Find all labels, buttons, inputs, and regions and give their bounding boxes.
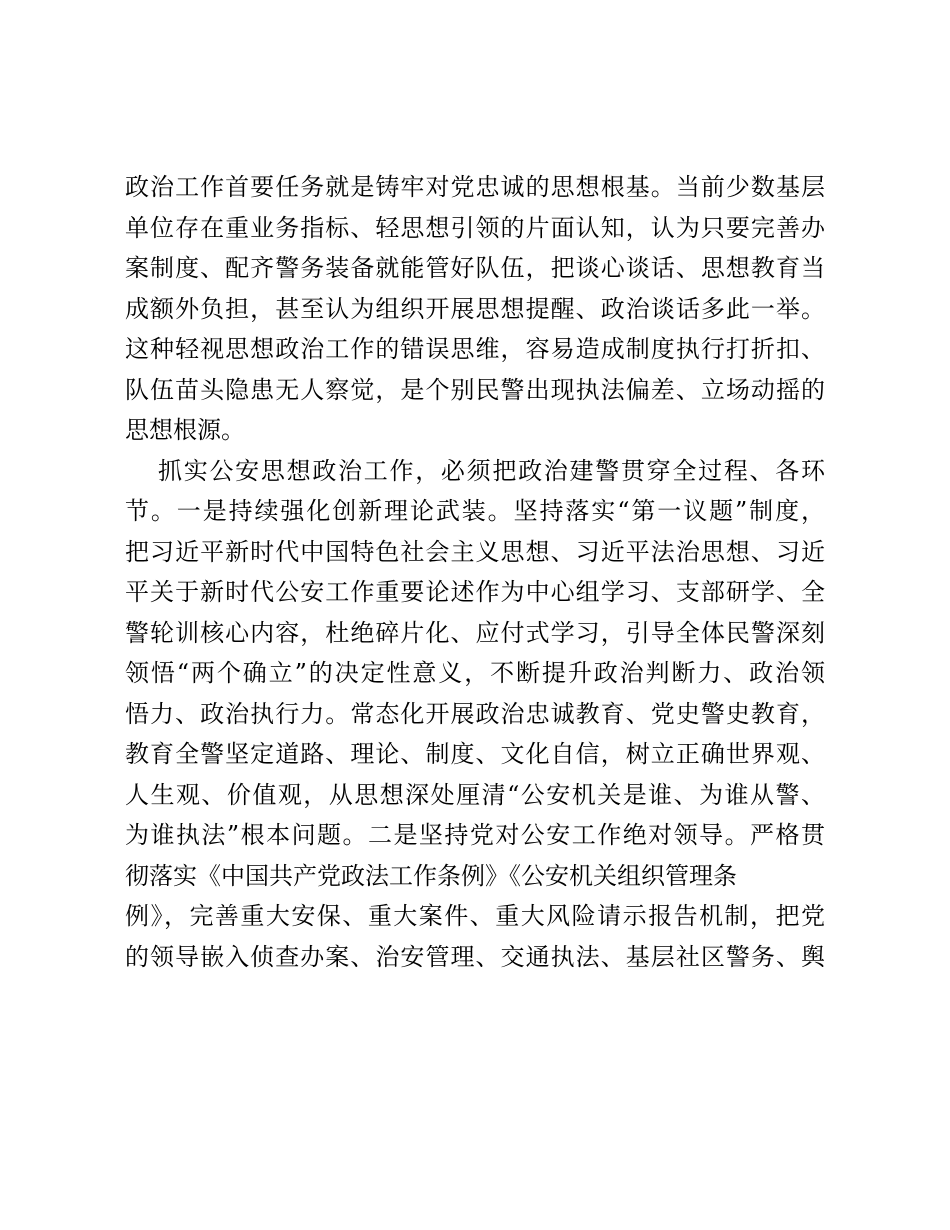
text-line: 思想根源。 xyxy=(125,416,245,444)
text-line: 的领导嵌入侦查办案、治安管理、交通执法、基层社区警务、舆 xyxy=(125,942,825,971)
text-line: 平关于新时代公安工作重要论述作为中心组学习、支部研学、全 xyxy=(125,578,825,606)
text-line: 教育全警坚定道路、理论、制度、文化自信，树立正确世界观、 xyxy=(125,740,825,768)
text-line: 案制度、配齐警务装备就能管好队伍，把谈心谈话、思想教育当 xyxy=(125,254,825,282)
text-line: 彻落实《中国共产党政法工作条例》《公安机关组织管理条 xyxy=(125,861,737,890)
text-line: 悟力、政治执行力。常态化开展政治忠诚教育、党史警史教育， xyxy=(125,699,825,728)
text-line: 单位存在重业务指标、轻思想引领的片面认知，认为只要完善办 xyxy=(125,213,825,242)
text-line: 为谁执法”根本问题。二是坚持党对公安工作绝对领导。严格贯 xyxy=(125,821,825,849)
text-line: 政治工作首要任务就是铸牢对党忠诚的思想根基。当前少数基层 xyxy=(125,173,825,201)
text-line: 队伍苗头隐患无人察觉，是个别民警出现执法偏差、立场动摇的 xyxy=(125,375,825,404)
text-line: 领悟“两个确立”的决定性意义，不断提升政治判断力、政治领 xyxy=(125,659,825,687)
text-line: 成额外负担，甚至认为组织开展思想提醒、政治谈话多此一举。 xyxy=(125,294,825,323)
body-text xyxy=(125,167,825,977)
text-line: 把习近平新时代中国特色社会主义思想、习近平法治思想、习近 xyxy=(125,537,825,566)
paragraph-first-line: 抓实公安思想政治工作，必须把政治建警贯穿全过程、各环 xyxy=(158,456,825,485)
text-line: 人生观、价值观，从思想深处厘清“公安机关是谁、为谁从警、 xyxy=(125,780,825,809)
text-line: 例》，完善重大安保、重大案件、重大风险请示报告机制，把党 xyxy=(125,902,825,930)
text-line: 警轮训核心内容，杜绝碎片化、应付式学习，引导全体民警深刻 xyxy=(125,618,825,647)
text-line: 这种轻视思想政治工作的错误思维，容易造成制度执行打折扣、 xyxy=(125,335,825,363)
text-line: 节。一是持续强化创新理论武装。坚持落实“第一议题”制度， xyxy=(125,497,825,525)
